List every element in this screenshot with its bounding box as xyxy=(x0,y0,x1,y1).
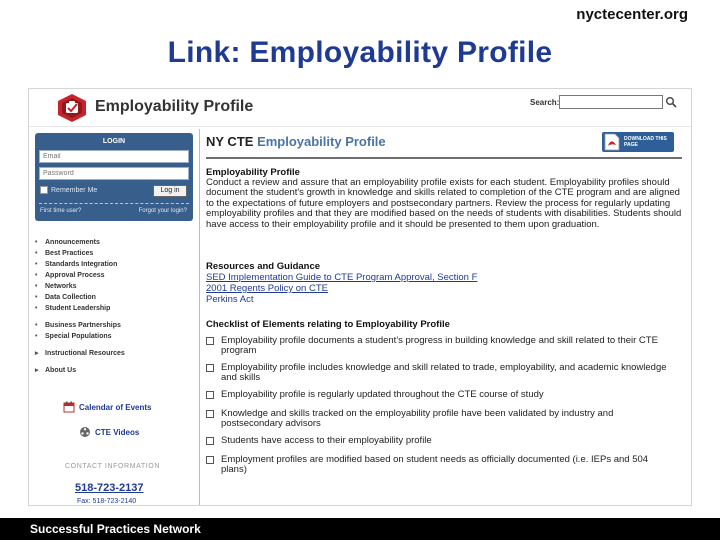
cte-videos-link[interactable] xyxy=(79,426,139,438)
sidebar-nav-item[interactable] xyxy=(35,331,195,342)
section-resources-title: Resources and Guidance xyxy=(206,261,321,272)
bullet-icon: • xyxy=(35,294,38,301)
checklist-text: Students have access to their employability profile xyxy=(221,435,432,446)
nav-item-label: Instructional Resources xyxy=(45,350,125,357)
password-field[interactable] xyxy=(39,167,189,180)
footer-bar xyxy=(0,518,720,540)
phone-number[interactable]: 518-723-2137 xyxy=(75,482,144,494)
main-content xyxy=(206,129,686,506)
sidebar-nav-item[interactable] xyxy=(35,281,195,292)
checkbox[interactable] xyxy=(206,364,214,372)
footer-text: Successful Practices Network xyxy=(30,522,201,536)
login-button[interactable]: Log in xyxy=(153,185,187,197)
checklist-item xyxy=(206,390,682,400)
website-screenshot xyxy=(28,88,692,506)
nav-item-label: About Us xyxy=(45,367,77,374)
videos-label: CTE Videos xyxy=(95,427,140,437)
sidebar-nav-item[interactable] xyxy=(35,248,195,259)
nav-group xyxy=(35,348,195,359)
nav-item-label: Data Collection xyxy=(45,294,96,301)
checklist-item xyxy=(206,409,682,430)
bullet-icon: • xyxy=(35,283,38,290)
calendar-link[interactable] xyxy=(63,401,151,413)
checklist-item xyxy=(206,455,682,476)
resource-link[interactable]: SED Implementation Guide to CTE Program Approval, Section F xyxy=(206,272,478,283)
login-panel xyxy=(35,133,193,221)
brand-url: nyctecenter.org xyxy=(576,6,688,23)
bullet-icon: • xyxy=(35,250,38,257)
left-sidebar xyxy=(29,129,197,506)
nav-group xyxy=(35,237,195,314)
sidebar-nav-item[interactable] xyxy=(35,320,195,331)
page-title xyxy=(206,134,386,149)
calendar-icon xyxy=(63,401,75,413)
bullet-icon: ▸ xyxy=(35,350,39,357)
nav-item-label: Business Partnerships xyxy=(45,322,121,329)
sidebar-nav-item[interactable] xyxy=(35,365,195,376)
login-title: LOGIN xyxy=(102,138,126,145)
first-time-link[interactable]: First time user? xyxy=(40,208,82,214)
site-header xyxy=(29,89,692,127)
nav-item-label: Networks xyxy=(45,283,77,290)
column-divider xyxy=(199,129,200,506)
login-divider xyxy=(39,203,189,204)
bullet-icon: • xyxy=(35,333,38,340)
checklist-text: Employability profile is regularly updated throughout the CTE course of study xyxy=(221,389,544,400)
checkbox[interactable] xyxy=(206,391,214,399)
section-employability-text: Conduct a review and assure that an employability profile exists for each student. Employability profiles should document the student's growth in knowledge and skills related to completion of the CTE program and are aligned to the expectations of future employers and postsecondary partners. Review the process for regularly updating employability profiles and that they are modified based on the needs of students with disabilities. Students should have access to their employability profile and it should be presented to them upon graduation. xyxy=(206,177,682,230)
nav-item-label: Approval Process xyxy=(45,272,105,279)
slide-title: Link: Employability Profile xyxy=(167,36,553,69)
nav-group xyxy=(35,320,195,342)
bullet-icon: ▸ xyxy=(35,367,39,374)
nav-item-label: Student Leadership xyxy=(45,305,111,312)
checklist-item xyxy=(206,336,682,357)
section-employability-title: Employability Profile xyxy=(206,167,300,178)
nav-item-label: Best Practices xyxy=(45,250,94,257)
checkbox[interactable] xyxy=(206,337,214,345)
sidebar-nav-item[interactable] xyxy=(35,270,195,281)
nav-item-label: Announcements xyxy=(45,239,100,246)
heading-divider xyxy=(206,157,682,159)
forgot-login-link[interactable]: Forgot your login? xyxy=(138,208,187,214)
search-label: Search: xyxy=(530,98,560,107)
checklist-text: Knowledge and skills tracked on the employability profile have been validated by industry and postsecondary advisors xyxy=(221,408,614,430)
checkbox[interactable] xyxy=(206,456,214,464)
email-field[interactable] xyxy=(39,150,189,163)
remember-checkbox[interactable] xyxy=(40,186,48,194)
checklist-text: Employment profiles are modified based on student needs as officially documented (i.e. IEPs and 504 plans) xyxy=(221,454,649,476)
film-reel-icon xyxy=(79,426,91,438)
section-checklist-title: Checklist of Elements relating to Employability Profile xyxy=(206,319,450,330)
nav-item-label: Standards Integration xyxy=(45,261,118,268)
page-title-main: NY CTE xyxy=(206,134,254,149)
bullet-icon: • xyxy=(35,322,38,329)
pdf-icon xyxy=(604,133,620,151)
checklist-text: Employability profile includes knowledge and skill related to trade, employability, and academic knowledge and skills xyxy=(221,362,667,384)
checklist-item xyxy=(206,436,682,446)
site-name[interactable]: Employability Profile xyxy=(95,98,254,115)
sidebar-nav-item[interactable] xyxy=(35,259,195,270)
resource-link[interactable]: 2001 Regents Policy on CTE xyxy=(206,283,328,294)
calendar-label: Calendar of Events xyxy=(79,402,152,412)
page-title-sub: Employability Profile xyxy=(257,134,386,149)
download-label: DOWNLOAD THIS PAGE xyxy=(624,136,667,148)
contact-label: CONTACT INFORMATION xyxy=(65,463,161,470)
checkbox[interactable] xyxy=(206,410,214,418)
search-input[interactable] xyxy=(559,95,663,109)
search-icon[interactable] xyxy=(665,96,677,108)
checkbox[interactable] xyxy=(206,437,214,445)
bullet-icon: • xyxy=(35,239,38,246)
checklist-text: Employability profile documents a student's progress in building knowledge and skill related to their CTE program xyxy=(221,335,658,357)
bullet-icon: • xyxy=(35,305,38,312)
remember-me[interactable] xyxy=(40,186,97,194)
bullet-icon: • xyxy=(35,272,38,279)
sidebar-nav-item[interactable] xyxy=(35,237,195,248)
download-page-button[interactable] xyxy=(602,132,674,152)
checklist-item xyxy=(206,363,682,384)
fax-number: Fax: 518-723-2140 xyxy=(77,498,137,505)
logo-icon[interactable] xyxy=(57,93,87,123)
sidebar-nav-item[interactable] xyxy=(35,292,195,303)
nav-item-label: Special Populations xyxy=(45,333,112,340)
resource-link[interactable]: Perkins Act xyxy=(206,294,254,305)
sidebar-nav-item[interactable] xyxy=(35,303,195,314)
remember-label: Remember Me xyxy=(51,186,98,194)
nav-group xyxy=(35,365,195,376)
sidebar-nav xyxy=(35,237,195,382)
bullet-icon: • xyxy=(35,261,38,268)
sidebar-nav-item[interactable] xyxy=(35,348,195,359)
